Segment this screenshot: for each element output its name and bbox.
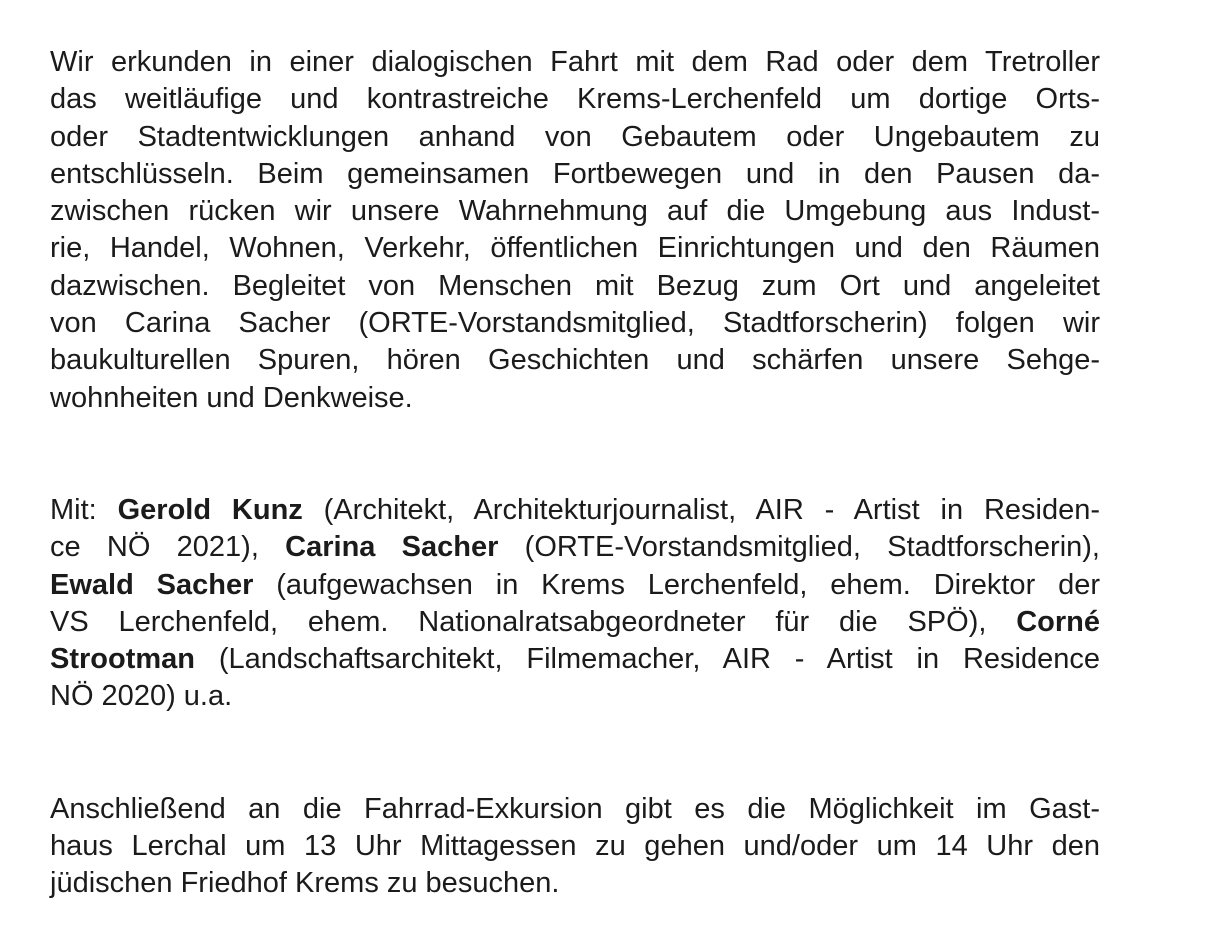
text-line: NÖ 2020) u.a. [50,680,233,713]
text-line [50,567,1100,604]
document-body [50,44,1100,903]
text-run: (ORTE-Vorstandsmitglied, Stadtforscherin), [498,531,1100,564]
text-run: Mit: [50,493,118,526]
paragraph-spacer [50,417,1100,492]
text-line [50,492,1100,529]
participant-name: Carina Sacher [285,531,499,564]
text-line [50,529,1100,566]
participant-name: Strootman [50,643,195,676]
paragraph-spacer [50,716,1100,791]
text-line: von Carina Sacher (ORTE-Vorstandsmitglied, Stadtforscherin) folgen wir [50,307,1100,340]
text-run: VS Lerchenfeld, ehem. Nationalratsabgeordneter für die SPÖ), [50,605,1017,638]
text-run: (Architekt, Architekturjournalist, AIR - Artist in Residen- [302,493,1100,526]
text-line: entschlüsseln. Beim gemeinsamen Fortbewegen und in den Pausen da- [50,157,1100,190]
text-line: haus Lerchal um 13 Uhr Mittagessen zu gehen und/oder um 14 Uhr den [50,830,1100,863]
text-line: oder Stadtentwicklungen anhand von Gebautem oder Ungebautem zu [50,120,1100,153]
text-run: ce NÖ 2021), [50,531,286,564]
participant-name: Corné [1016,605,1100,638]
text-line: Wir erkunden in einer dialogischen Fahrt mit dem Rad oder dem Tretroller [50,46,1100,78]
text-line [50,641,1100,678]
text-run: (Landschaftsarchitekt, Filmemacher, AIR - Artist in Residence [195,643,1100,676]
participant-name: Ewald Sacher [50,568,254,601]
text-line: jüdischen Friedhof Krems zu besuchen. [50,867,560,900]
text-line: dazwischen. Begleitet von Menschen mit Bezug zum Ort und angeleitet [50,269,1100,302]
paragraph-participants [50,492,1100,716]
text-line: baukulturellen Spuren, hören Geschichten und schärfen unsere Sehge- [50,344,1100,377]
paragraph-description [50,44,1100,417]
text-line: wohnheiten und Denkweise. [50,381,413,414]
text-line: Anschließend an die Fahrrad-Exkursion gibt es die Möglichkeit im Gast- [50,792,1100,825]
text-line: zwischen rücken wir unsere Wahrnehmung auf die Umgebung aus Indust- [50,195,1100,228]
text-line: rie, Handel, Wohnen, Verkehr, öffentlichen Einrichtungen und den Räumen [50,232,1100,265]
text-line: das weitläufige und kontrastreiche Krems-Lerchenfeld um dortige Orts- [50,83,1100,116]
text-run: (aufgewachsen in Krems Lerchenfeld, ehem. Direktor der [253,568,1100,601]
paragraph-followup [50,791,1100,903]
text-line [50,604,1100,641]
participant-name: Gerold Kunz [117,493,303,526]
